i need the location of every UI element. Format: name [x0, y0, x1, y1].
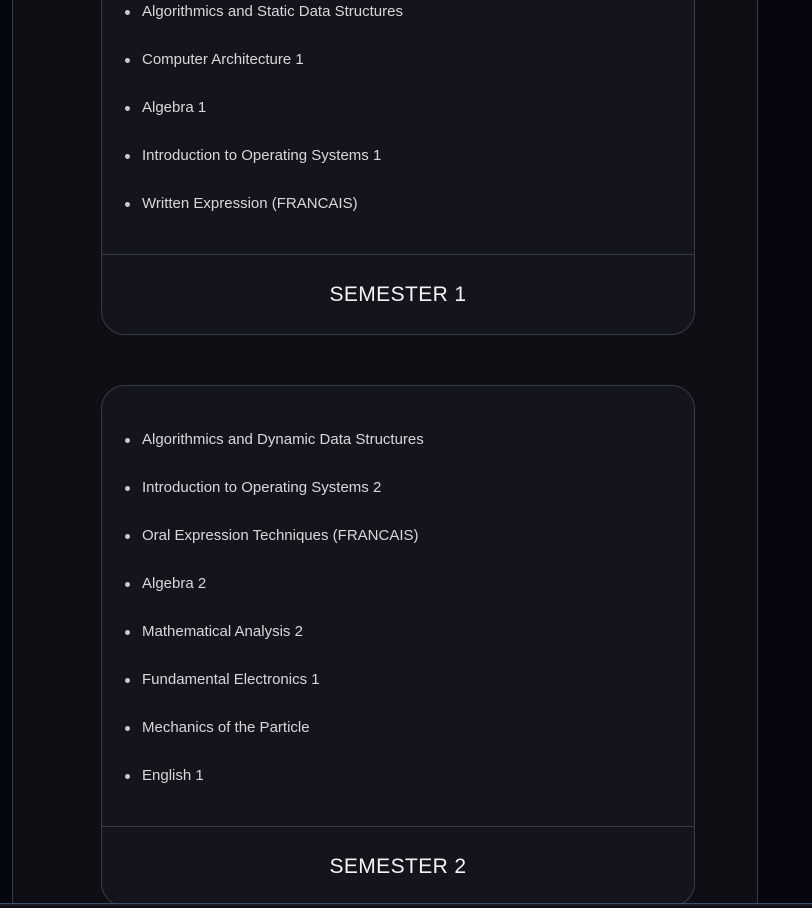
semester-1-card[interactable] — [101, 0, 695, 335]
bullet-icon — [125, 726, 130, 731]
page-container — [12, 0, 758, 908]
course-item-label: Introduction to Operating Systems 2 — [142, 479, 382, 496]
bullet-icon — [125, 58, 130, 63]
semester-2-course-list — [102, 386, 694, 826]
course-item-label: Oral Expression Techniques (FRANCAIS) — [142, 527, 419, 544]
course-item-label: Introduction to Operating Systems 1 — [142, 147, 382, 164]
semester-1-title: SEMESTER 1 — [329, 282, 467, 306]
semester-2-card[interactable] — [101, 385, 695, 907]
course-item — [102, 670, 670, 690]
bullet-icon — [125, 106, 130, 111]
course-item-label: English 1 — [142, 767, 204, 784]
bullet-icon — [125, 534, 130, 539]
course-item — [102, 98, 670, 118]
course-item-label: Mathematical Analysis 2 — [142, 623, 303, 640]
semester-2-card-footer — [102, 826, 694, 906]
bullet-icon — [125, 774, 130, 779]
course-item-label: Algebra 1 — [142, 99, 207, 116]
course-item-label: Written Expression (FRANCAIS) — [142, 195, 358, 212]
course-item — [102, 574, 670, 594]
course-item — [102, 766, 670, 786]
course-item — [102, 478, 670, 498]
course-item-label: Algorithmics and Static Data Structures — [142, 3, 403, 20]
bullet-icon — [125, 438, 130, 443]
course-item — [102, 718, 670, 738]
course-item — [102, 50, 670, 70]
bullet-icon — [125, 630, 130, 635]
course-item — [102, 146, 670, 166]
bottom-section-edge — [0, 903, 812, 908]
semester-2-title: SEMESTER 2 — [329, 854, 467, 878]
course-item-label: Algebra 2 — [142, 575, 207, 592]
semester-1-course-list — [102, 0, 694, 254]
course-item — [102, 2, 670, 22]
course-item-label: Computer Architecture 1 — [142, 51, 304, 68]
semester-1-card-footer — [102, 254, 694, 334]
course-item-label: Mechanics of the Particle — [142, 719, 310, 736]
course-item — [102, 430, 670, 450]
bullet-icon — [125, 582, 130, 587]
course-item — [102, 526, 670, 546]
bullet-icon — [125, 486, 130, 491]
course-item — [102, 194, 670, 214]
bullet-icon — [125, 154, 130, 159]
bullet-icon — [125, 10, 130, 15]
course-item — [102, 622, 670, 642]
bullet-icon — [125, 678, 130, 683]
bullet-icon — [125, 202, 130, 207]
course-item-label: Algorithmics and Dynamic Data Structures — [142, 431, 424, 448]
course-item-label: Fundamental Electronics 1 — [142, 671, 320, 688]
